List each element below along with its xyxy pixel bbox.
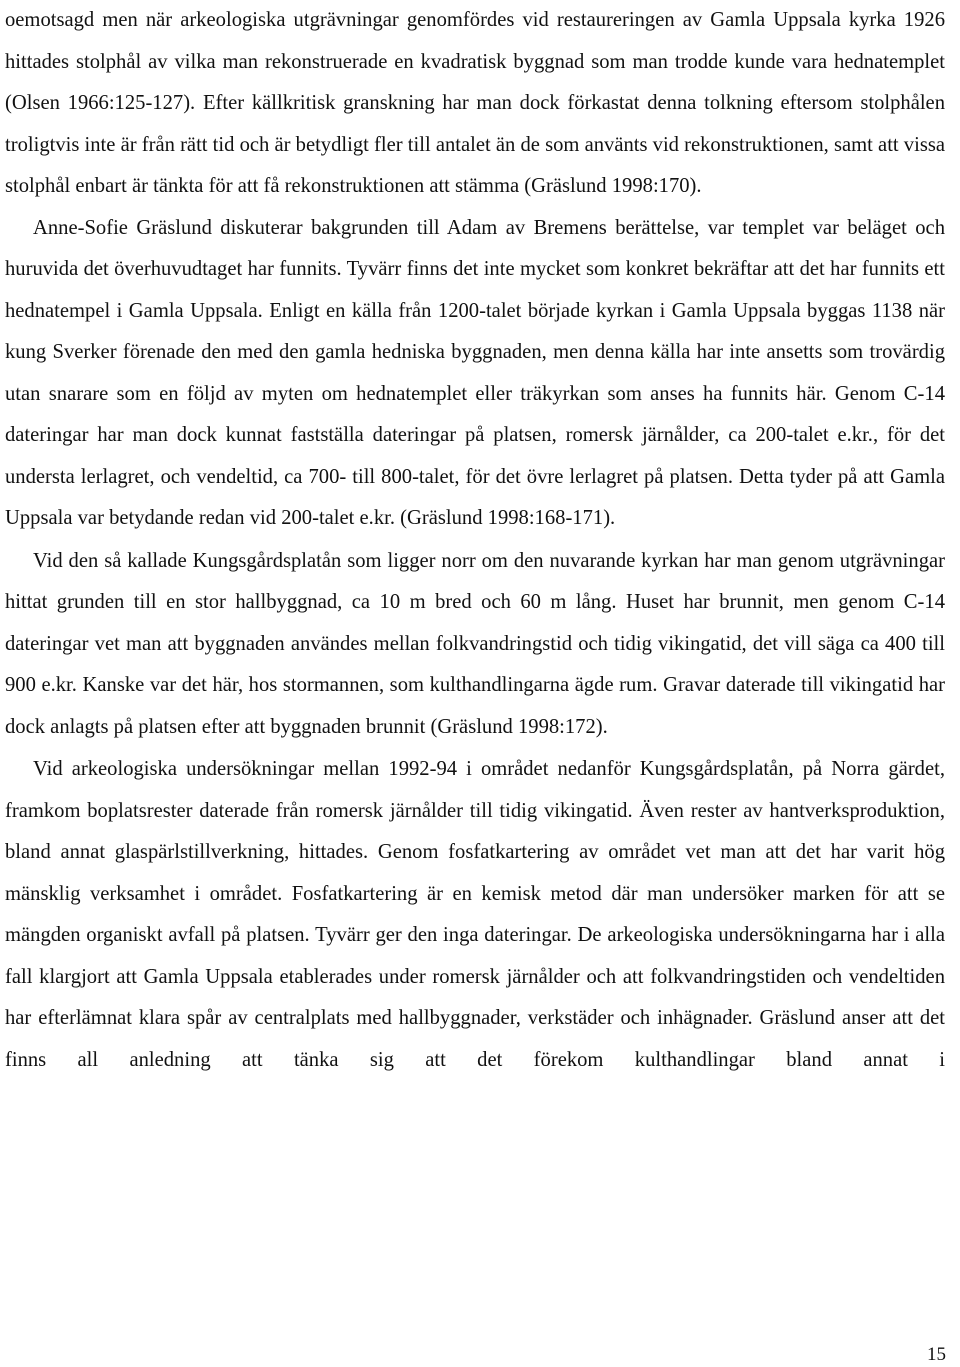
paragraph-2: Anne-Sofie Gräslund diskuterar bakgrunden till Adam av Bremens berättelse, var templet var beläget och huruvida det överhuvudtaget har funnits. Tyvärr finns det inte mycket som konkret bekräftar att det har funnits ett hednatempel i Gamla Uppsala. Enligt en källa från 1200-talet började kyrkan i Gamla Uppsala byggas 1138 när kung Sverker förenade den med den gamla hedniska byggnaden, men denna källa har inte ansetts som trovärdig utan snarare som en följd av myten om hednatemplet eller träkyrkan som anses ha funnits här. Genom C-14 dateringar har man dock kunnat fastställa dateringar på platsen, romersk järnålder, ca 200-talet e.kr., för det understa lerlagret, och vendeltid, ca 700- till 800-talet, för det övre lerlagret på platsen. Detta tyder på att Gamla Uppsala var betydande redan vid 200-talet e.kr. (Gräslund 1998:168-171).	[5, 216, 945, 529]
paragraph-1: oemotsagd men när arkeologiska utgrävningar genomfördes vid restaureringen av Gamla Uppsala kyrka 1926 hittades stolphål av vilka man rekonstruerade en kvadratisk byggnad som man trodde kunde vara hednatemplet (Olsen 1966:125-127). Efter källkritisk granskning har man dock förkastat denna tolkning eftersom stolphålen troligtvis inte är från rätt tid och är betydligt fler till antalet än de som använts vid rekonstruktionen, samt att vissa stolphål enbart är tänkta för att få rekonstruktionen att stämma (Gräslund 1998:170).	[5, 9, 945, 197]
page-number: 15	[927, 1344, 946, 1365]
paragraph-4: Vid arkeologiska undersökningar mellan 1992-94 i området nedanför Kungsgårdsplatån, på Norra gärdet, framkom boplatsrester daterade från romersk järnålder till tidig vikingatid. Även rester av hantverksproduktion, bland annat glaspärlstillverkning, hittades. Genom fosfatkartering av området vet man att det har varit hög mänsklig verksamhet i området. Fosfatkartering är en kemisk metod där man undersöker marken för att se mängden organiskt avfall på platsen. Tyvärr ger den inga dateringar. De arkeologiska undersökningarna har i alla fall klargjort att Gamla Uppsala etablerades under romersk järnålder och att folkvandringstiden och vendeltiden har efterlämnat klara spår av centralplats med hallbyggnader, verkstäder och inhägnader. Gräslund anser att det finns all anledning att tänka sig att det förekom kulthandlingar bland annat i	[5, 758, 945, 1071]
paragraph-3: Vid den så kallade Kungsgårdsplatån som ligger norr om den nuvarande kyrkan har man genom utgrävningar hittat grunden till en stor hallbyggnad, ca 10 m bred och 60 m lång. Huset har brunnit, men genom C-14 dateringar vet man att byggnaden användes mellan folkvandringstid och tidig vikingatid, det vill säga ca 400 till 900 e.kr. Kanske var det här, hos stormannen, som kulthandlingarna ägde rum. Gravar daterade till vikingatid har dock anlagts på platsen efter att byggnaden brunnit (Gräslund 1998:172).	[5, 549, 945, 738]
body-text	[5, 0, 945, 1081]
